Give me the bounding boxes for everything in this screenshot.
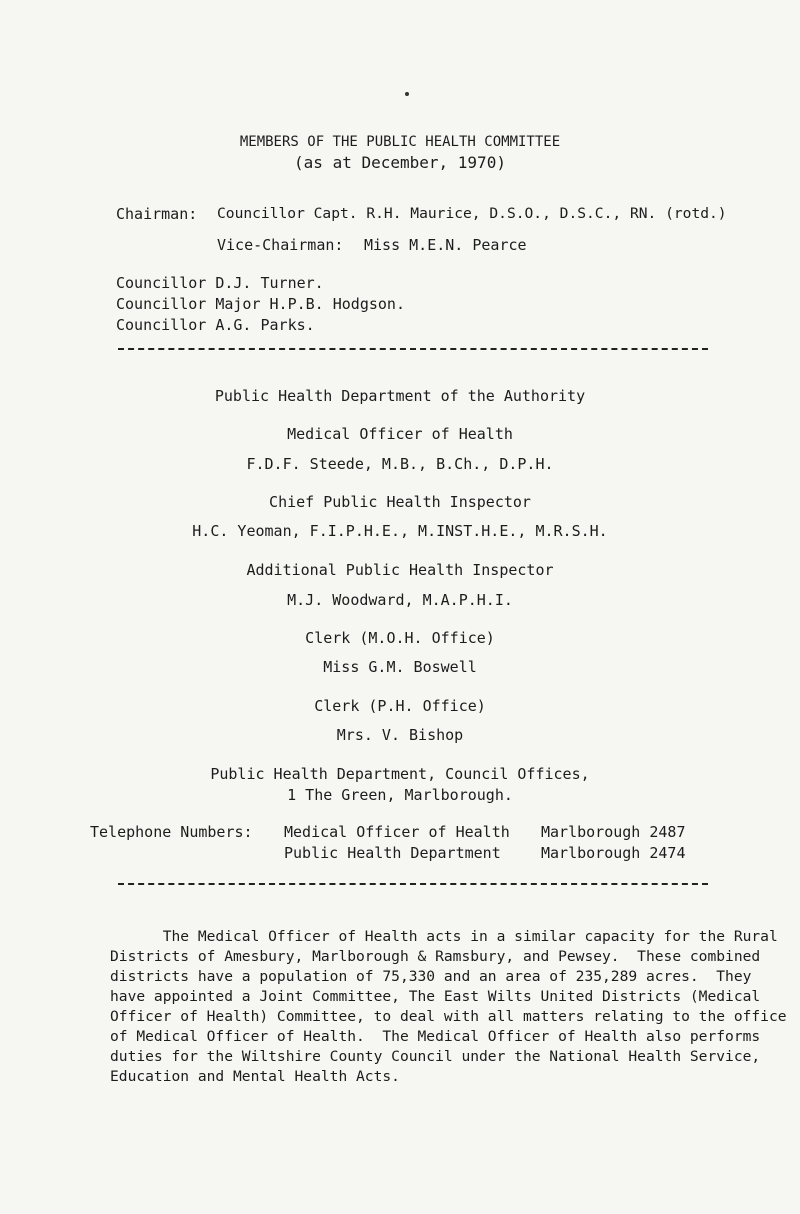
moh-title: Medical Officer of Health <box>287 425 513 443</box>
document-subtitle: (as at December, 1970) <box>294 153 506 172</box>
vice-chairman-name: Miss M.E.N. Pearce <box>364 236 527 254</box>
clerk-ph-name: Mrs. V. Bishop <box>336 726 464 744</box>
document-title: MEMBERS OF THE PUBLIC HEALTH COMMITTEE <box>239 134 561 150</box>
councillor-item: Councillor D.J. Turner. <box>116 274 324 292</box>
scan-speck <box>405 92 409 96</box>
vice-chairman-label: Vice-Chairman: <box>217 236 344 254</box>
clerk-ph-title: Clerk (P.H. Office) <box>314 697 486 715</box>
paragraph-line: have appointed a Joint Committee, The East Wilts United Districts (Medical <box>110 988 761 1005</box>
telephone-number: Marlborough 2487 <box>541 823 686 841</box>
paragraph-line: of Medical Officer of Health. The Medical Officer of Health also performs <box>110 1028 761 1045</box>
aphi-title: Additional Public Health Inspector <box>246 561 554 579</box>
telephone-name: Public Health Department <box>284 844 501 862</box>
paragraph-line: districts have a population of 75,330 and an area of 235,289 acres. They <box>110 968 752 985</box>
telephone-label: Telephone Numbers: <box>90 823 253 841</box>
cphi-name: H.C. Yeoman, F.I.P.H.E., M.INST.H.E., M.R.S.H. <box>192 522 608 540</box>
paragraph-line: The Medical Officer of Health acts in a similar capacity for the Rural <box>110 928 778 945</box>
clerk-moh-title: Clerk (M.O.H. Office) <box>305 629 495 647</box>
chairman-label: Chairman: <box>116 205 198 223</box>
telephone-name: Medical Officer of Health <box>284 823 510 841</box>
councillor-item: Councillor Major H.P.B. Hodgson. <box>116 295 405 313</box>
councillor-item: Councillor A.G. Parks. <box>116 316 315 334</box>
cphi-title: Chief Public Health Inspector <box>269 493 531 511</box>
body-paragraph <box>110 927 787 1087</box>
section-divider <box>118 883 708 885</box>
chairman-name: Councillor Capt. R.H. Maurice, D.S.O., D.S.C., RN. (rotd.) <box>217 205 727 222</box>
paragraph-line: Officer of Health) Committee, to deal with all matters relating to the office <box>110 1008 787 1025</box>
department-heading: Public Health Department of the Authority <box>214 387 586 405</box>
section-divider <box>118 348 708 350</box>
clerk-moh-name: Miss G.M. Boswell <box>323 658 477 676</box>
moh-name: F.D.F. Steede, M.B., B.Ch., D.P.H. <box>246 455 554 473</box>
paragraph-line: Education and Mental Health Acts. <box>110 1068 400 1085</box>
address-line: 1 The Green, Marlborough. <box>287 786 513 804</box>
aphi-name: M.J. Woodward, M.A.P.H.I. <box>287 591 513 609</box>
telephone-number: Marlborough 2474 <box>541 844 686 862</box>
paragraph-line: Districts of Amesbury, Marlborough & Ramsbury, and Pewsey. These combined <box>110 948 761 965</box>
address-line: Public Health Department, Council Offices, <box>210 765 590 783</box>
paragraph-line: duties for the Wiltshire County Council under the National Health Service, <box>110 1048 761 1065</box>
